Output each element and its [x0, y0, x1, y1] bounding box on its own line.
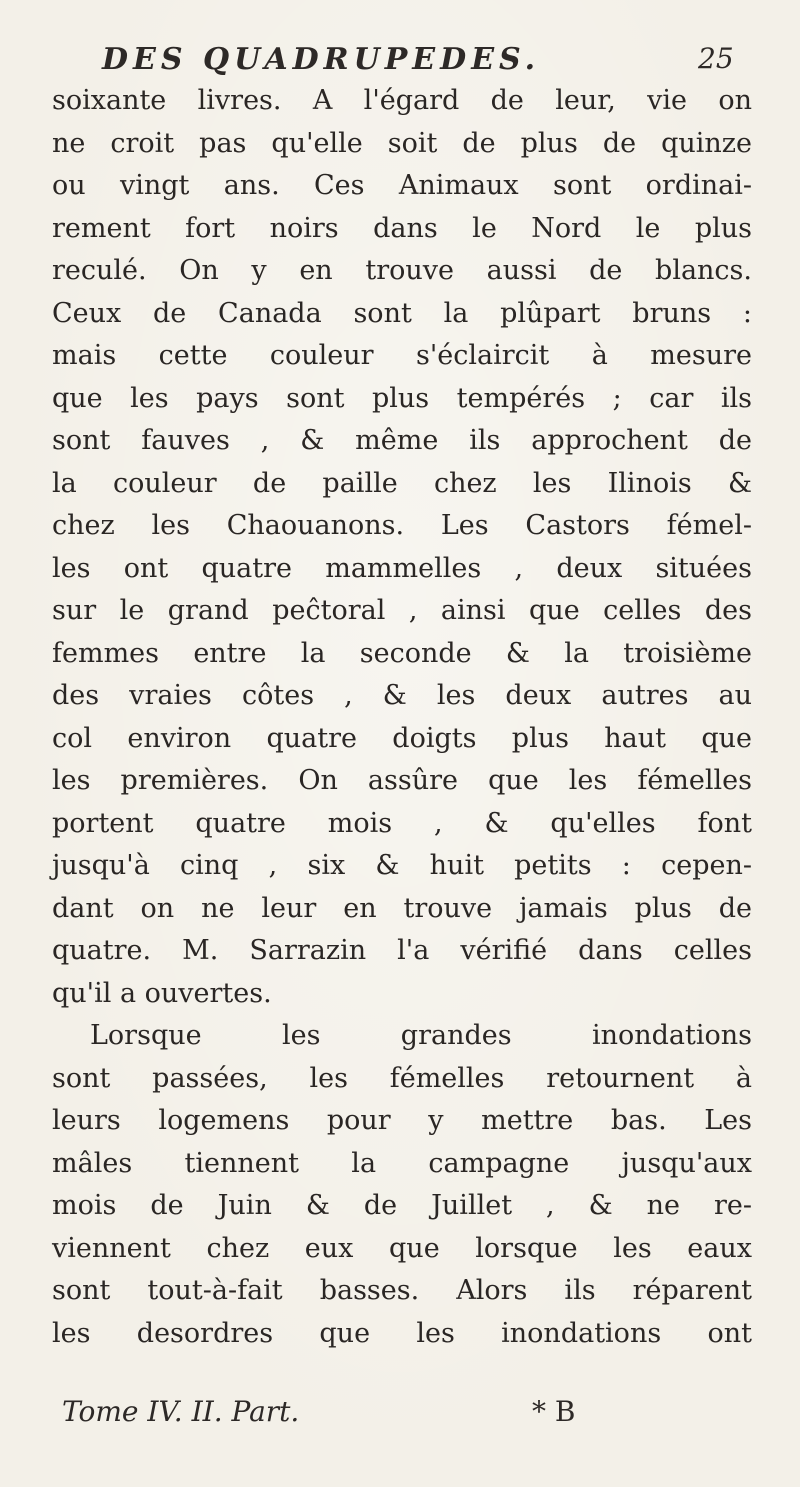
volume-signature: Tome IV. II. Part. [62, 1395, 300, 1428]
text-line: jusqu'à cinq , six & huit petits : cepen- [52, 850, 752, 881]
signature-mark: * B [532, 1395, 576, 1428]
text-line: dant on ne leur en trouve jamais plus de [52, 892, 752, 924]
text-line: qu'il a ouvertes. [52, 977, 272, 1009]
page-number: 25 [698, 42, 734, 75]
text-line: sont fauves , & même ils approchent de [52, 425, 752, 456]
text-line: sont passées, les fémelles retournent à [52, 1062, 752, 1094]
text-line: Lorsque les grandes inondations [90, 1020, 752, 1051]
text-line: sur le grand peĉtoral , ainsi que celles des [52, 595, 752, 626]
text-line: soixante livres. A l'égard de leur, vie on [52, 85, 752, 116]
text-line: mais cette couleur s'éclaircit à mesure [52, 340, 752, 371]
text-line: ou vingt ans. Ces Animaux sont ordinai- [52, 170, 752, 201]
text-line: viennent chez eux que lorsque les eaux [52, 1232, 752, 1264]
text-line: les premières. On assûre que les fémelles [52, 765, 752, 796]
text-line: chez les Chaouanons. Les Castors fémel- [52, 510, 752, 541]
text-line: quatre. M. Sarrazin l'a vérifié dans celles [52, 935, 752, 966]
text-line: femmes entre la seconde & la troisième [52, 637, 752, 669]
text-line: ne croit pas qu'elle soit de plus de quinze [52, 127, 752, 159]
text-line: reculé. On y en trouve aussi de blancs. [52, 255, 752, 286]
body-text [52, 80, 752, 1355]
text-line: que les pays sont plus tempérés ; car ils [52, 382, 752, 414]
text-line: mois de Juin & de Juillet , & ne re- [52, 1190, 752, 1221]
running-title: DES QUADRUPEDES. [102, 42, 541, 77]
text-line: portent quatre mois , & qu'elles font [52, 807, 752, 839]
text-line: les ont quatre mammelles , deux situées [52, 552, 752, 584]
text-line: mâles tiennent la campagne jusqu'aux [52, 1147, 752, 1179]
text-line: sont tout-à-fait basses. Alors ils réparent [52, 1275, 752, 1306]
text-line: col environ quatre doigts plus haut que [52, 722, 752, 754]
text-line: leurs logemens pour y mettre bas. Les [52, 1105, 752, 1136]
text-line: des vraies côtes , & les deux autres au [52, 680, 752, 711]
page-footer [62, 1395, 762, 1439]
text-line: Ceux de Canada sont la plûpart bruns : [52, 297, 752, 329]
text-line: rement fort noirs dans le Nord le plus [52, 212, 752, 244]
text-line: la couleur de paille chez les Ilinois & [52, 467, 752, 499]
text-line: les desordres que les inondations ont [52, 1317, 752, 1349]
running-head [0, 36, 800, 84]
